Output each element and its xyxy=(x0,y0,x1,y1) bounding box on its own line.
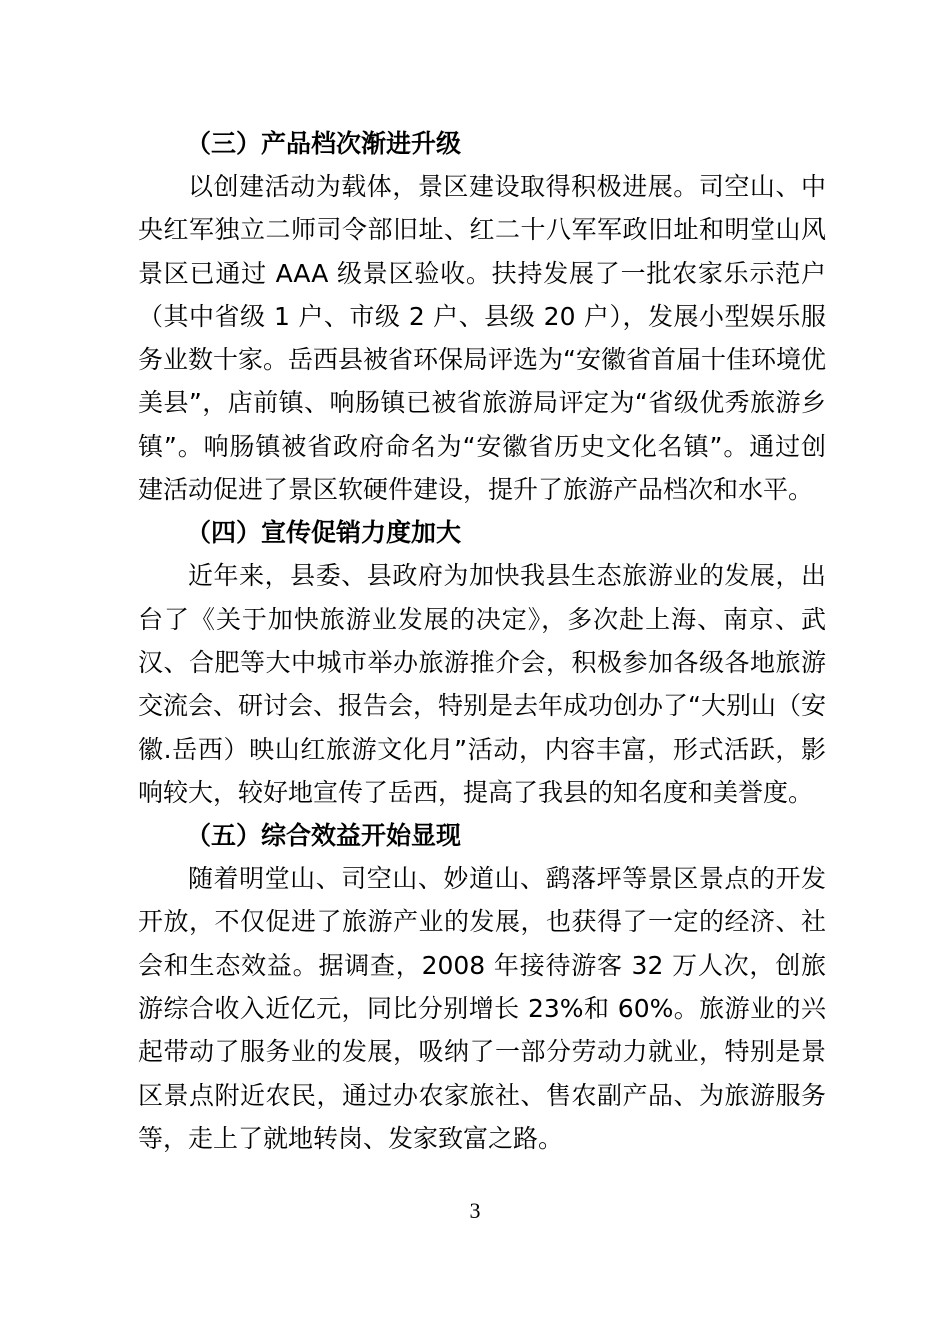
section-heading-5: （五）综合效益开始显现 xyxy=(186,821,462,851)
document-body xyxy=(138,122,826,1160)
section-heading-3: （三）产品档次渐进升级 xyxy=(186,129,462,158)
section-paragraph-5: 随着明堂山、司空山、妙道山、鹞落坪等景区景点的开发开放，不仅促进了旅游产业的发展，也获得了一定的经济、社会和生态效益。据调查，2008 年接待游客 32 万人次，创旅游综合收入近亿元，同比分别增长 23%和 60%。旅游业的兴起带动了服务业的发展，吸纳了一部分劳动力就业，特别是景区景点附近农民，通过办农家旅社、售农副产品、为旅游服务等，走上了就地转岗、发家致富之路。 xyxy=(138,864,826,1153)
section-heading-4: （四）宣传促销力度加大 xyxy=(186,518,462,548)
section-paragraph-4: 近年来，县委、县政府为加快我县生态旅游业的发展，出台了《关于加快旅游业发展的决定》，多次赴上海、南京、武汉、合肥等大中城市举办旅游推介会，积极参加各级各地旅游交流会、研讨会、报告会，特别是去年成功创办了“大别山（安徽.岳西）映山红旅游文化月”活动，内容丰富，形式活跃，影响较大，较好地宣传了岳西，提高了我县的知名度和美誉度。 xyxy=(138,561,826,807)
section-paragraph-3: 以创建活动为载体，景区建设取得积极进展。司空山、中央红军独立二师司令部旧址、红二十八军军政旧址和明堂山风景区已通过 AAA 级景区验收。扶持发展了一批农家乐示范户（其中省级 1 户、市级 2 户、县级 20 户），发展小型娱乐服务业数十家。岳西县被省环保局评选为“安徽省首届十佳环境优美县”，店前镇、响肠镇已被省旅游局评定为“省级优秀旅游乡镇”。响肠镇被省政府命名为“安徽省历史文化名镇”。通过创建活动促进了景区软硬件建设，提升了旅游产品档次和水平。 xyxy=(138,172,826,505)
page-number: 3 xyxy=(469,1198,481,1223)
